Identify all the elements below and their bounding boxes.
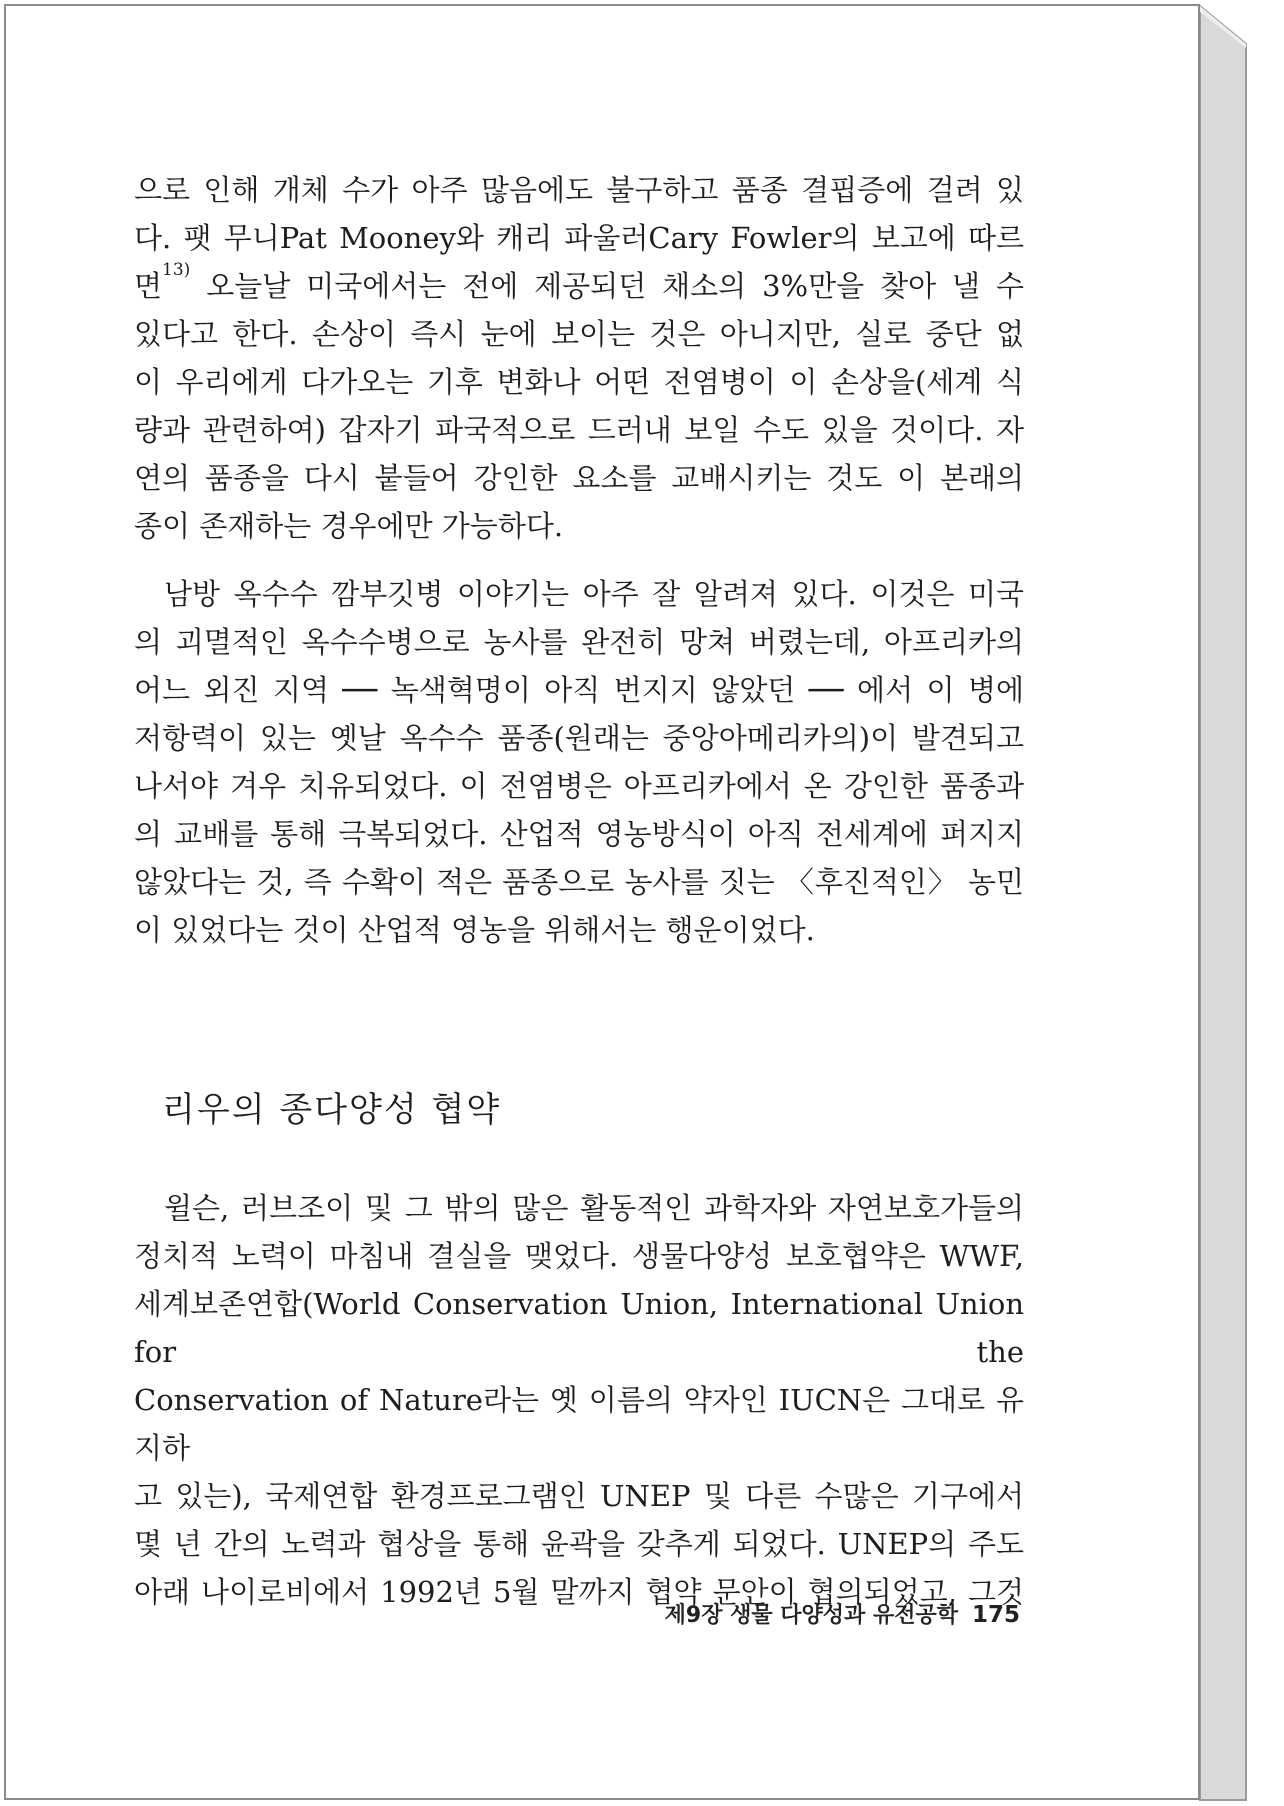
paragraph-1-line-7: 연의 품종을 다시 붙들어 강인한 요소를 교배시키는 것도 이 본래의 [134,461,1024,495]
paragraph-1-line-3 [134,262,1024,310]
paragraph-1-line-1: 으로 인해 개체 수가 아주 많음에도 불구하고 품종 결핍증에 걸려 있 [134,173,1024,207]
paragraph-2-line-1: 남방 옥수수 깜부깃병 이야기는 아주 잘 알려져 있다. 이것은 미국 [164,577,1024,611]
paragraph-2-line-4: 저항력이 있는 옛날 옥수수 품종(원래는 중앙아메리카의)이 발견되고 [134,721,1024,755]
paragraph-3-line-1: 윌슨, 러브조이 및 그 밖의 많은 활동적인 과학자와 자연보호가들의 [164,1191,1024,1225]
paragraph-3-line-3: 세계보존연합(World Conservation Union, International Union for the [134,1287,1024,1369]
paragraph-3-line-6: 몇 년 간의 노력과 협상을 통해 윤곽을 갖추게 되었다. UNEP의 주도 [134,1527,1024,1561]
paragraph-3-line-4: Conservation of Nature라는 옛 이름의 약자인 IUCN은 그대로 유지하 [134,1383,1024,1465]
paragraph-1-line-2: 다. 팻 무니Pat Mooney와 캐리 파울러Cary Fowler의 보고에 따르 [134,221,1024,255]
paragraph-2-line-8: 이 있었다는 것이 산업적 영농을 위해서는 행운이었다. [134,913,815,947]
paragraph-2-line-2: 의 괴멸적인 옥수수병으로 농사를 완전히 망쳐 버렸는데, 아프리카의 [134,625,1024,659]
paragraph-2-line-3: 어느 외진 지역 ── 녹색혁명이 아직 번지지 않았던 ── 에서 이 병에 [134,673,1024,707]
paragraph-1-line-3-rest: 오늘날 미국에서는 전에 제공되던 채소의 3%만을 찾아 낼 수 [190,269,1024,303]
paragraph-1 [134,166,1024,550]
paragraph-1-line-8: 종이 존재하는 경우에만 가능하다. [134,509,564,543]
paragraph-1-line-5: 이 우리에게 다가오는 기후 변화나 어떤 전염병이 이 손상을(세계 식 [134,365,1024,399]
paragraph-3-line-7: 아래 나이로비에서 1992년 5월 말까지 협약 문안이 협의되었고, 그것 [134,1575,1024,1609]
paragraph-2-line-5: 나서야 겨우 치유되었다. 이 전염병은 아프리카에서 온 강인한 품종과 [134,769,1024,803]
paragraph-2-line-6: 의 교배를 통해 극복되었다. 산업적 영농방식이 아직 전세계에 퍼지지 [134,817,1024,851]
footer-chapter-title: 제9장 생물 다양성과 유전공학 [664,1603,958,1628]
section-heading: 리우의 종다양성 협약 [162,1090,502,1130]
page-footer [665,1598,1020,1629]
paragraph-3-line-2: 정치적 노력이 마침내 결실을 맺었다. 생물다양성 보호협약은 WWF, [134,1239,1024,1273]
paragraph-1-line-4: 있다고 한다. 손상이 즉시 눈에 보이는 것은 아니지만, 실로 중단 없 [134,317,1024,351]
footnote-reference: 13) [162,260,191,280]
paragraph-2 [134,570,1024,954]
paragraph-1-line-6: 량과 관련하여) 갑자기 파국적으로 드러내 보일 수도 있을 것이다. 자 [134,413,1024,447]
paragraph-3-line-5: 고 있는), 국제연합 환경프로그램인 UNEP 및 다른 수많은 기구에서 [134,1479,1024,1513]
paragraph-1-line-3-start: 면 [134,269,163,303]
paragraph-2-line-7: 않았다는 것, 즉 수확이 적은 품종으로 농사를 짓는 〈후진적인〉 농민 [134,865,1024,899]
paragraph-3 [134,1184,1024,1616]
page-number: 175 [971,1602,1020,1628]
